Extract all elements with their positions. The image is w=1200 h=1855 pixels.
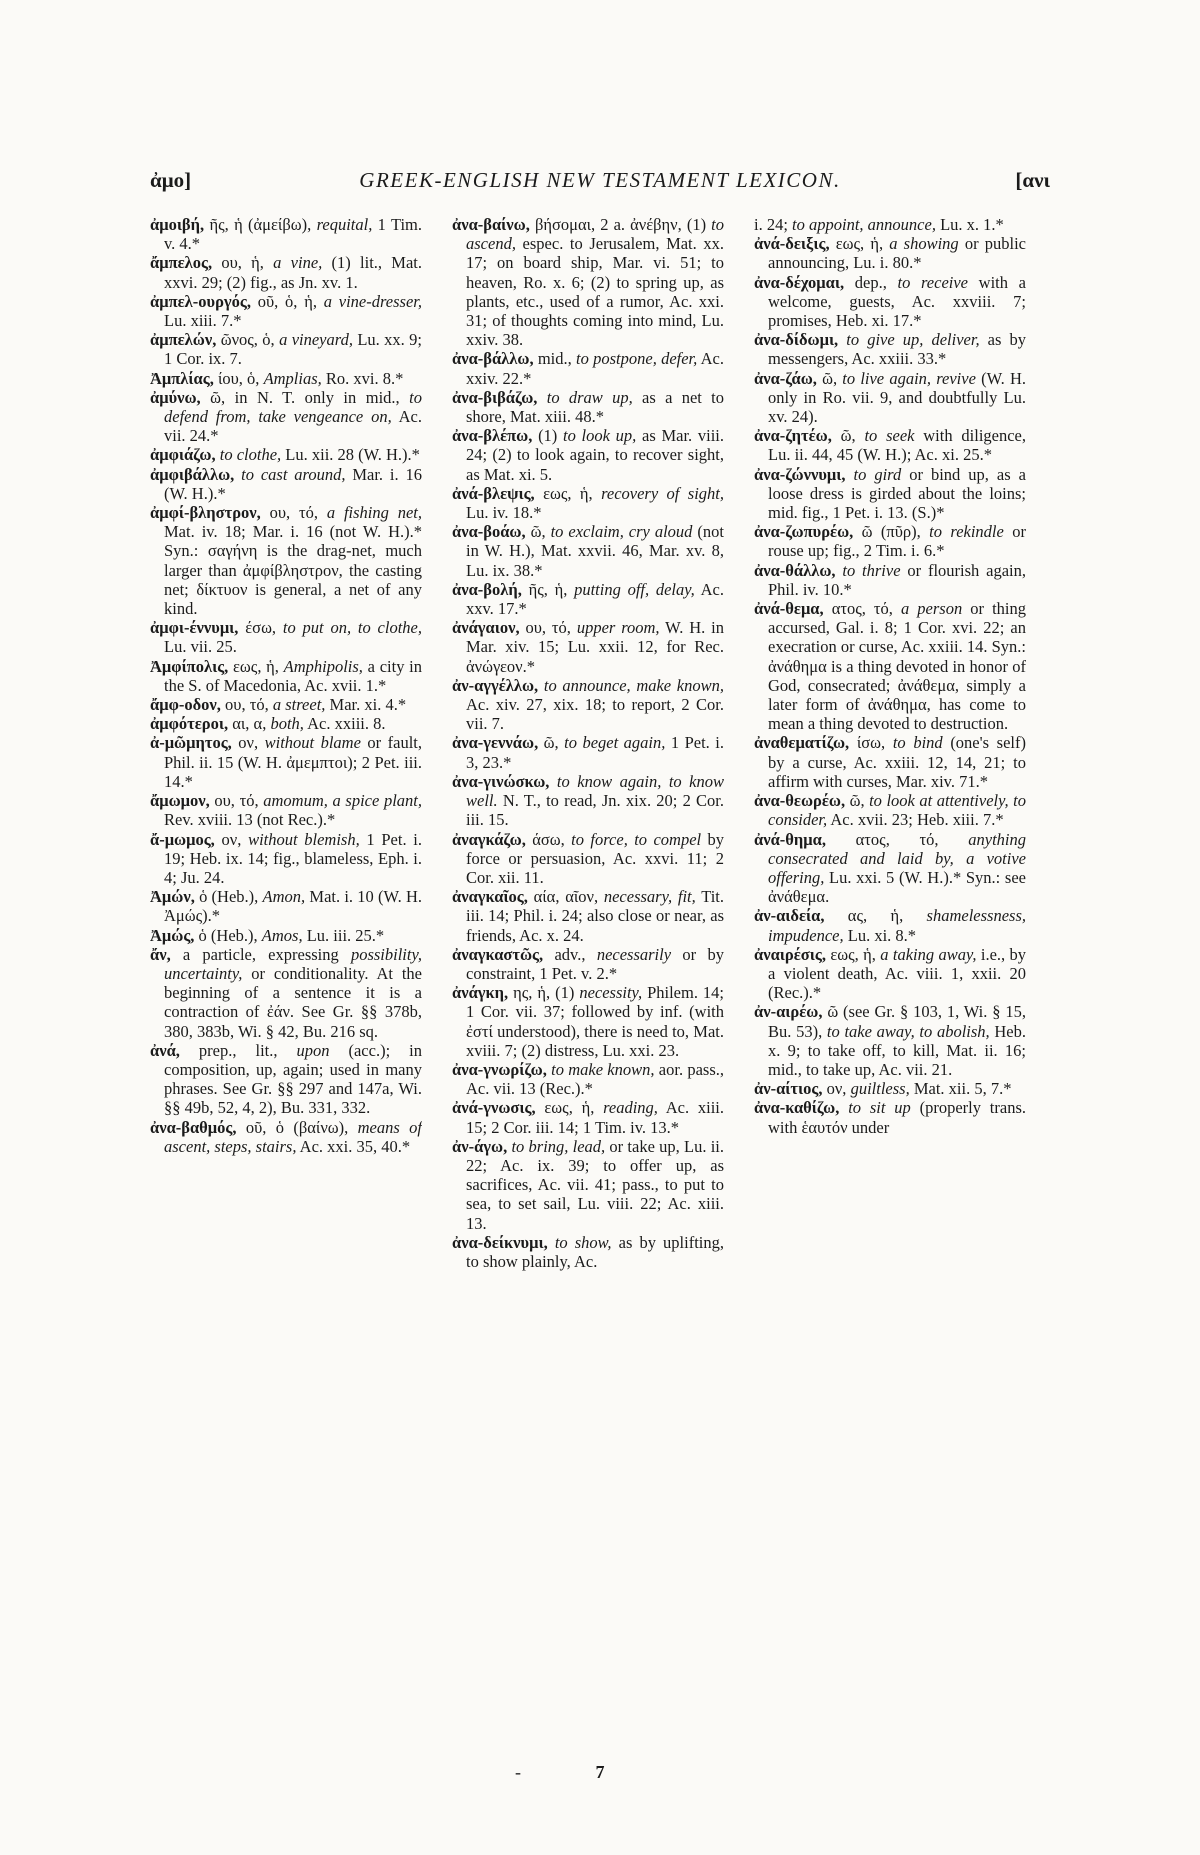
- entry-grammar-note: (1): [532, 426, 564, 446]
- entry-grammar-note: ον,: [822, 1079, 851, 1099]
- entry-definition: to beget again,: [564, 733, 666, 753]
- entry-headword: Ἀμών,: [150, 887, 195, 907]
- entry-citations: Rev. xviii. 13 (not Rec.).*: [164, 810, 336, 830]
- entry-headword: ἀνά-γνωσις,: [452, 1098, 536, 1118]
- entry-definition: possibility, uncertainty,: [164, 944, 422, 983]
- entry-headword: ἀνά-θεμα,: [754, 599, 824, 619]
- entry-citations: with a welcome, guests, Ac. xxviii. 7; promises, Heb. xi. 17.*: [768, 272, 1026, 331]
- entry-definition: to bring, lead,: [511, 1136, 606, 1156]
- entry-headword: ἀ-μῶμητος,: [150, 733, 232, 753]
- entry-citations: 1 Pet. i. 3, 23.*: [466, 733, 724, 772]
- entry-definition: reading,: [603, 1098, 658, 1118]
- entry-definition: a vine,: [273, 253, 323, 273]
- entry-definition: putting off, delay,: [574, 579, 695, 599]
- lexicon-entry: [452, 349, 724, 387]
- lexicon-entry: [452, 772, 724, 830]
- entry-headword: ἀνα-ζωπυρέω,: [754, 522, 854, 542]
- entry-definition: to receive: [897, 272, 969, 292]
- entry-citations: Tit. iii. 14; Phil. i. 24; also close or near, as friends, Ac. x. 24.: [466, 887, 724, 945]
- entry-definition: to live again, revive: [842, 368, 976, 388]
- entry-definition: to exclaim, cry aloud: [550, 522, 693, 542]
- entry-grammar-note: ου, τό,: [209, 791, 264, 811]
- entry-citations: Lu. x. 1.*: [935, 215, 1004, 234]
- entry-definition: without blame: [264, 733, 361, 753]
- entry-headword: ἀμφότεροι,: [150, 714, 229, 734]
- entry-headword: ἀνα-βλέπω,: [452, 426, 533, 446]
- entry-headword: ἀμύνω,: [150, 387, 201, 407]
- entry-definition: amomum, a spice plant,: [263, 791, 422, 811]
- running-header: [150, 168, 1050, 198]
- entry-headword: ἀν-αίτιος,: [754, 1079, 823, 1099]
- entry-definition: a showing: [889, 234, 959, 254]
- entry-citations: or by constraint, 1 Pet. v. 2.*: [466, 944, 724, 983]
- entry-grammar-note: οῦ, ὁ (βαίνω),: [236, 1117, 358, 1137]
- entry-definition: to postpone, defer,: [576, 349, 698, 369]
- entry-headword: ἀνα-βάλλω,: [452, 349, 534, 369]
- entry-definition: to take away, to abolish,: [826, 1021, 990, 1041]
- entry-definition: to look at attentively, to consider,: [768, 791, 1026, 830]
- entry-definition: necessarily: [596, 944, 672, 964]
- entry-definition: upon: [296, 1040, 330, 1060]
- entry-citations: or conditionality. At the beginning of a sentence it is a contraction of ἐάν. See Gr. §§ 378b, 380, 383b, Wi. § 42, Bu. 216 sq.: [164, 963, 422, 1041]
- entry-citations: W. H. in Mar. xiv. 15; Lu. xxii. 12, for Rec. ἀνώγεον.*: [466, 618, 724, 676]
- entry-definition: to bind: [892, 733, 943, 753]
- entry-grammar-note: ου, τό,: [260, 503, 327, 523]
- entry-citations: or thing accursed, Gal. i. 8; 1 Cor. xvi. 22; an execration or curse, Ac. xxiii. 14. Syn.: ἀνάθημα is a thing devoted in honor of God, consecrated; ἀνάθεμα, simply a later form of ἀνάθημα, has come to mean a thing devoted to destruction.: [768, 599, 1026, 734]
- entry-grammar-note: ῆς, ἡ,: [521, 579, 575, 599]
- lexicon-entry: [452, 522, 724, 580]
- lexicon-entry: [452, 1137, 724, 1233]
- entry-definition: to know again, to know well.: [466, 771, 724, 811]
- lexicon-entry: [150, 830, 422, 888]
- entry-definition: to put on, to clothe,: [282, 618, 422, 638]
- entry-definition: Amplias,: [263, 368, 322, 388]
- entry-grammar-note: εως, ἡ,: [534, 483, 602, 503]
- lexicon-entry: [150, 292, 422, 330]
- entry-citations: as by uplifting, to show plainly, Ac.: [466, 1232, 724, 1271]
- entry-definition: necessary, fit,: [603, 887, 696, 907]
- entry-headword: ἀνα-γνωρίζω,: [452, 1059, 547, 1079]
- lexicon-entry: [150, 465, 422, 503]
- entry-grammar-note: dep.,: [844, 272, 898, 292]
- entry-headword: ἀνά-βλεψις,: [452, 483, 535, 503]
- lexicon-entry: [150, 253, 422, 291]
- lexicon-entry: [452, 676, 724, 734]
- entry-citations: or flourish again, Phil. iv. 10.*: [768, 560, 1026, 599]
- entry-grammar-note: ατος, τό,: [825, 829, 969, 849]
- entry-grammar-note: a particle, expressing: [170, 944, 351, 964]
- lexicon-entry: [452, 983, 724, 1060]
- lexicon-entry: [452, 618, 724, 676]
- entry-definition: to sit up: [848, 1098, 911, 1118]
- entry-grammar-note: ῶ,: [525, 522, 551, 542]
- lexicon-entry: [754, 830, 1026, 907]
- entry-definition: both,: [270, 714, 304, 734]
- entry-citations: (1) lit., Mat. xxvi. 29; (2) fig., as Jn. xv. 1.: [164, 253, 422, 292]
- entry-definition: Amos,: [261, 925, 303, 945]
- entry-headword: ἀνα-βαθμός,: [150, 1117, 237, 1137]
- entry-headword: ἄμωμον,: [150, 791, 210, 811]
- header-right-guide-word: [ανι: [1015, 168, 1050, 192]
- page-footer: [0, 1762, 1200, 1783]
- entry-definition: anything consecrated and laid by, a votive offering,: [768, 829, 1026, 887]
- lexicon-entry: [452, 830, 724, 888]
- entry-citations: (W. H. only in Ro. vii. 9, and doubtfully Lu. xv. 24).: [768, 368, 1026, 427]
- entry-definition: to show,: [554, 1232, 612, 1252]
- entry-citations: Mar. i. 16 (W. H.).*: [164, 464, 422, 503]
- lexicon-entry: [452, 388, 724, 426]
- entry-headword: ἀνα-θεωρέω,: [754, 791, 846, 811]
- entry-headword: ἀμφιβάλλω,: [150, 464, 235, 484]
- entry-grammar-note: [548, 1233, 555, 1252]
- lexicon-entry: [754, 522, 1026, 560]
- entry-headword: ἄμπελος,: [150, 253, 213, 273]
- entry-definition: a street,: [272, 695, 326, 715]
- lexicon-entry: [150, 445, 422, 464]
- entry-citations: or take up, Lu. ii. 22; Ac. ix. 39; to offer up, as sacrifices, Ac. vii. 41; pass., to put to sea, to set sail, Lu. viii. 22; Ac. xiii. 13.: [466, 1136, 724, 1233]
- entry-citations: Ac. xiv. 27, xix. 18; to report, 2 Cor. vii. 7.: [466, 695, 724, 734]
- lexicon-entry: [754, 1098, 1026, 1136]
- entry-headword: ἀμφί-βληστρον,: [150, 503, 261, 523]
- entry-definition: to gird: [853, 464, 902, 484]
- entry-grammar-note: ου, ἡ,: [212, 253, 274, 273]
- entry-headword: ἀνα-βιβάζω,: [452, 387, 538, 407]
- entry-headword: ἀν-αιδεία,: [754, 906, 825, 926]
- entry-headword: ἀναγκαῖος,: [452, 887, 528, 907]
- entry-headword: ἀνά-δειξις,: [754, 234, 830, 254]
- entry-grammar-note: ῶ,: [538, 733, 565, 753]
- entry-grammar-note: ον,: [214, 829, 249, 849]
- entry-citations: or public announcing, Lu. i. 80.*: [768, 234, 1026, 273]
- entry-definition: upper room,: [576, 618, 660, 638]
- entry-grammar-note: adv.,: [543, 944, 597, 964]
- entry-grammar-note: εως, ἡ,: [535, 1098, 604, 1118]
- lexicon-entry: [150, 887, 422, 925]
- entry-citations: or bind up, as a loose dress is girded about the loins; mid. fig., 1 Pet. i. 13. (S.)*: [768, 464, 1026, 523]
- lexicon-entry: [452, 1098, 724, 1136]
- entry-definition: to clothe,: [219, 445, 282, 465]
- entry-citations: (not in W. H.), Mat. xxvii. 46, Mar. xv. 8, Lu. ix. 38.*: [466, 522, 724, 580]
- lexicon-entry: [754, 791, 1026, 829]
- entry-grammar-note: ίου, ὁ,: [213, 368, 264, 388]
- entry-citations: Lu. iii. 25.*: [302, 925, 385, 945]
- lexicon-entry: [452, 1060, 724, 1098]
- entry-citations: i.e., by a violent death, Ac. viii. 1, xxii. 20 (Rec.).*: [768, 944, 1026, 1003]
- entry-headword: ἀναγκαστῶς,: [452, 944, 544, 964]
- page-number: 7: [595, 1762, 605, 1782]
- lexicon-entry: [150, 791, 422, 829]
- lexicon-entry: [754, 561, 1026, 599]
- lexicon-entry: [754, 1002, 1026, 1079]
- lexicon-entry: [150, 618, 422, 656]
- column-1: [150, 215, 422, 1770]
- lexicon-entry: [150, 1118, 422, 1156]
- entry-grammar-note: εως, ἡ,: [228, 656, 284, 676]
- entry-grammar-note: ης, ἡ, (1): [508, 983, 580, 1003]
- entry-headword: ἀνάγκη,: [452, 983, 509, 1003]
- entry-citations: aor. pass., Ac. vii. 13 (Rec.).*: [466, 1059, 724, 1099]
- lexicon-entry: [452, 1233, 724, 1271]
- entry-headword: ἀνά-θημα,: [754, 829, 826, 849]
- entry-grammar-note: έσω,: [238, 618, 283, 638]
- entry-definition: recovery of sight,: [601, 483, 724, 503]
- lexicon-entry: [754, 733, 1026, 791]
- entry-citations: Ac. xxi. 35, 40.*: [296, 1136, 411, 1156]
- entry-citations: (acc.); in composition, up, again; used in many phrases. See Gr. §§ 297 and 147a, Wi. §§ 49b, 52, 4, 2), Bu. 331, 332.: [164, 1040, 422, 1118]
- entry-headword: Ἀμώς,: [150, 925, 195, 945]
- entry-definition: Amphipolis,: [283, 656, 363, 676]
- entry-definition: to appoint, announce,: [792, 215, 936, 234]
- entry-headword: ἀν-άγω,: [452, 1136, 508, 1156]
- entry-grammar-note: ῶ,: [816, 368, 843, 388]
- entry-grammar-note: ῶνος, ὁ,: [216, 330, 280, 350]
- entry-citations: Lu. iv. 18.*: [466, 503, 542, 523]
- entry-citations: Mar. xi. 4.*: [325, 695, 407, 715]
- lexicon-entry: [754, 273, 1026, 331]
- entry-citations: Ac. xvii. 23; Heb. xiii. 7.*: [827, 810, 1004, 830]
- entry-headword: ἀνά,: [150, 1040, 180, 1060]
- entry-headword: ἀμπελ-ουργός,: [150, 291, 251, 311]
- lexicon-entry: [452, 887, 724, 945]
- entry-grammar-note: αία, αῖον,: [527, 887, 604, 907]
- lexicon-entry: [754, 465, 1026, 523]
- lexicon-entry: [150, 388, 422, 446]
- entry-grammar-note: prep., lit.,: [179, 1040, 297, 1060]
- lexicon-entry: [754, 330, 1026, 368]
- lexicon-entry: [452, 215, 724, 349]
- entry-definition: to cast around,: [241, 464, 346, 484]
- entry-citations: (one's self) by a curse, Ac. xxiii. 12, 14, 21; to affirm with curses, Mar. xiv. 71.*: [768, 733, 1026, 791]
- entry-headword: ἀνα-δέχομαι,: [754, 272, 845, 292]
- entry-headword: Ἀμπλίας,: [150, 368, 214, 388]
- entry-headword: ἀμφι-έννυμι,: [150, 618, 239, 638]
- entry-definition: to thrive: [842, 560, 901, 580]
- entry-grammar-note: ῶ, in N. T. only in mid.,: [200, 387, 410, 407]
- entry-grammar-note: ου, τό,: [519, 618, 577, 638]
- entry-headword: ἀνα-καθίζω,: [754, 1098, 840, 1118]
- lexicon-entry: [150, 733, 422, 791]
- entry-definition: without blemish,: [248, 829, 360, 849]
- entry-headword: ἀναιρέσις,: [754, 944, 826, 964]
- entry-headword: ἀνα-γινώσκω,: [452, 771, 550, 791]
- lexicon-entry: [150, 503, 422, 618]
- entry-headword: ἄ-μωμος,: [150, 829, 215, 849]
- entry-definition: to give up, deliver,: [846, 330, 980, 350]
- entry-citations: with diligence, Lu. ii. 44, 45 (W. H.); Ac. xi. 25.*: [768, 426, 1026, 465]
- entry-grammar-note: εως, ἡ,: [829, 234, 890, 254]
- lexicon-entry: [452, 945, 724, 983]
- entry-grammar-note: [549, 772, 557, 791]
- entry-headword: ἄμφ-οδον,: [150, 695, 221, 715]
- entry-grammar-note: ῶ (πῦρ),: [853, 522, 930, 542]
- entry-headword: ἀνα-δείκνυμι,: [452, 1232, 548, 1252]
- lexicon-entry: [754, 369, 1026, 427]
- entry-grammar-note: ου, τό,: [220, 695, 273, 715]
- footer-dash: -: [515, 1762, 521, 1782]
- lexicon-entry: [754, 215, 1026, 234]
- lexicon-entry: [150, 926, 422, 945]
- entry-definition: shamelessness, impudence,: [768, 906, 1026, 945]
- lexicon-entry: [452, 426, 724, 484]
- entry-headword: Ἀμφίπολις,: [150, 656, 229, 676]
- entry-citations: Lu. vii. 25.: [164, 637, 237, 657]
- entry-grammar-note: ῶ,: [845, 791, 870, 811]
- entry-citations: 1 Pet. i. 19; Heb. ix. 14; fig., blameless, Eph. i. 4; Ju. 24.: [164, 829, 422, 887]
- entry-definition: to announce, make known,: [543, 675, 724, 695]
- header-left-guide-word: ἀμο]: [150, 168, 192, 192]
- entry-columns: [150, 215, 1070, 1770]
- entry-citations: Ac. xxv. 17.*: [466, 579, 724, 619]
- entry-citations: a city in the S. of Macedonia, Ac. xvii. 1.*: [164, 656, 422, 695]
- entry-headword: ἀνα-βαίνω,: [452, 215, 530, 234]
- entry-grammar-note: εως, ἡ,: [825, 944, 881, 964]
- lexicon-entry: [754, 426, 1026, 464]
- entry-headword: ἀνα-ζώννυμι,: [754, 464, 846, 484]
- column-3: [754, 215, 1026, 1770]
- entry-headword: ἀνα-δίδωμι,: [754, 330, 839, 350]
- lexicon-entry: [150, 657, 422, 695]
- entry-grammar-note: αι, α,: [228, 714, 271, 734]
- entry-grammar-note: οῦ, ὁ, ἡ,: [250, 291, 324, 311]
- entry-citations: N. T., to read, Jn. xix. 20; 2 Cor. iii. 15.: [466, 791, 724, 830]
- entry-grammar-note: ὁ (Heb.),: [194, 925, 262, 945]
- entry-definition: to draw up,: [546, 387, 633, 407]
- lexicon-entry: [150, 1041, 422, 1118]
- entry-definition: a person: [901, 599, 963, 619]
- entry-definition: requital,: [316, 215, 373, 234]
- entry-citations: Ro. xvi. 8.*: [321, 368, 404, 388]
- entry-definition: Amon,: [262, 887, 306, 907]
- entry-grammar-note: βήσομαι, 2 a. ἀνέβην, (1): [529, 215, 712, 234]
- entry-headword: ἀνα-ζάω,: [754, 368, 817, 388]
- lexicon-entry: [150, 695, 422, 714]
- entry-citations: as by messengers, Ac. xxiii. 33.*: [768, 330, 1026, 369]
- entry-citations: espec. to Jerusalem, Mat. xx. 17; on board ship, Mar. vi. 51; to heaven, Ro. x. 6; (2) to spring up, as plants, etc., used of a rumor, Ac. xxi. 31; of thoughts coming into mind, Lu. xxiv. 38.: [466, 234, 724, 350]
- entry-citations: (properly trans. with ἑαυτόν under: [768, 1098, 1026, 1137]
- column-2: [452, 215, 724, 1770]
- entry-definition: to defend from, take vengeance on,: [164, 387, 422, 427]
- header-title: GREEK-ENGLISH NEW TESTAMENT LEXICON.: [359, 168, 841, 192]
- entry-headword: ἀνα-βοάω,: [452, 522, 526, 542]
- entry-grammar-note: ίσω,: [849, 733, 893, 753]
- entry-grammar-note: ον,: [231, 733, 265, 753]
- entry-citations: or rouse up; fig., 2 Tim. i. 6.*: [768, 522, 1026, 561]
- entry-definition: to look up,: [563, 426, 637, 446]
- lexicon-entry: [150, 215, 422, 253]
- entry-headword: ἀνα-βολή,: [452, 579, 522, 599]
- entry-headword: ἀμπελών,: [150, 330, 217, 350]
- entry-grammar-note: ατος, τό,: [823, 599, 901, 619]
- entry-definition: to ascend,: [466, 215, 724, 254]
- entry-grammar-note: ας, ἡ,: [824, 906, 927, 926]
- entry-citations: Ac. xxiv. 22.*: [466, 349, 724, 388]
- entry-grammar-note: [846, 465, 854, 484]
- entry-headword: ἀνάγαιον,: [452, 618, 520, 638]
- entry-definition: a vine-dresser,: [323, 291, 422, 311]
- entry-grammar-note: [839, 1098, 848, 1117]
- entry-headword: ἀν-αιρέω,: [754, 1002, 823, 1022]
- entry-definition: means of ascent, steps, stairs,: [164, 1117, 422, 1156]
- entry-definition: a vineyard,: [279, 330, 353, 350]
- entry-citations: Lu. xiii. 7.*: [164, 311, 242, 331]
- entry-grammar-note: ὁ (Heb.),: [194, 887, 263, 907]
- entry-citations: Ac. xiii. 15; 2 Cor. iii. 14; 1 Tim. iv. 13.*: [466, 1098, 724, 1137]
- lexicon-entry: [452, 484, 724, 522]
- entry-grammar-note: άσω,: [525, 829, 572, 849]
- lexicon-entry: [754, 945, 1026, 1003]
- lexicon-entry: [150, 945, 422, 1041]
- entry-definition: a taking away,: [880, 944, 977, 964]
- lexicon-entry: [754, 1079, 1026, 1098]
- entry-citations: Mat. xii. 5, 7.*: [909, 1079, 1012, 1099]
- entry-definition: guiltless,: [850, 1079, 910, 1099]
- entry-citations: 1 Tim. v. 4.*: [164, 215, 422, 254]
- entry-definition: to rekindle: [929, 522, 1004, 542]
- lexicon-entry: [754, 599, 1026, 733]
- lexicon-entry: [150, 714, 422, 733]
- entry-citations: or fault, Phil. ii. 15 (W. H. ἀμεμπτοι); 2 Pet. iii. 14.*: [164, 733, 422, 791]
- entry-citations: by force or persuasion, Ac. xxvi. 11; 2 Cor. xii. 11.: [466, 829, 724, 887]
- lexicon-entry: [150, 330, 422, 368]
- entry-citations: as Mar. viii. 24; (2) to look again, to recover sight, as Mat. xi. 5.: [466, 426, 724, 484]
- entry-headword: ἀνα-γεννάω,: [452, 733, 539, 753]
- lexicon-entry: [452, 733, 724, 771]
- entry-definition: a fishing net,: [326, 503, 422, 523]
- entry-citations: Heb. x. 9; to take off, to kill, Mat. ii. 16; mid., to take up, Ac. vii. 21.: [768, 1021, 1026, 1079]
- entry-headword: ἀνα-θάλλω,: [754, 560, 836, 580]
- entry-definition: necessity,: [579, 983, 643, 1003]
- entry-headword: ἀμφιάζω,: [150, 445, 216, 465]
- entry-grammar-note: [537, 388, 546, 407]
- entry-headword: ἀναγκάζω,: [452, 829, 526, 849]
- entry-citations: Mat. i. 10 (W. H. Ἀμώς).*: [164, 887, 422, 926]
- entry-headword: ἄν,: [150, 944, 171, 964]
- entry-grammar-note: ῶ,: [831, 426, 865, 446]
- entry-citations: Ac. xxiii. 8.: [303, 714, 386, 734]
- entry-citations: Ac. vii. 24.*: [164, 407, 422, 446]
- entry-grammar-note: ῆς, ἡ (ἀμείβω),: [204, 215, 317, 234]
- entry-citations: Lu. xx. 9; 1 Cor. ix. 7.: [164, 330, 422, 369]
- lexicon-entry: [150, 369, 422, 388]
- entry-definition: to seek: [864, 426, 915, 446]
- entry-citations: Lu. xi. 8.*: [843, 925, 917, 945]
- lexicon-entry: [452, 580, 724, 618]
- entry-citations: Lu. xxi. 5 (W. H.).* Syn.: see ἀνάθεμα.: [768, 867, 1026, 907]
- entry-headword: ἀμοιβή,: [150, 215, 205, 234]
- entry-headword: ἀνα-ζητέω,: [754, 426, 832, 446]
- entry-grammar-note: mid.,: [533, 349, 577, 369]
- entry-citations: Philem. 14; 1 Cor. vii. 37; followed by inf. (with ἐστί understood), there is need to, Mat. xviii. 7; (2) distress, Lu. xxi. 23.: [466, 983, 724, 1060]
- entry-headword: ἀναθεματίζω,: [754, 733, 850, 753]
- entry-grammar-note: ῶ (see Gr. § 103, 1, Wi. § 15, Bu. 53),: [768, 1002, 1026, 1041]
- entry-headword: ἀν-αγγέλλω,: [452, 675, 539, 695]
- entry-definition: to make known,: [551, 1059, 655, 1079]
- entry-definition: to force, to compel: [571, 829, 702, 849]
- entry-citations: as a net to shore, Mat. xiii. 48.*: [466, 387, 724, 427]
- entry-citations: Lu. xii. 28 (W. H.).*: [281, 445, 420, 465]
- lexicon-entry: [754, 906, 1026, 944]
- entry-citations: Mat. iv. 18; Mar. i. 16 (not W. H.).* Syn.: σαγήνη is the drag-net, much larger than ἀμφίβληστρον, the casting net; δίκτυον is general, a net of any kind.: [164, 522, 422, 619]
- lexicon-entry: [754, 234, 1026, 272]
- entry-grammar-note: i. 24;: [754, 215, 793, 234]
